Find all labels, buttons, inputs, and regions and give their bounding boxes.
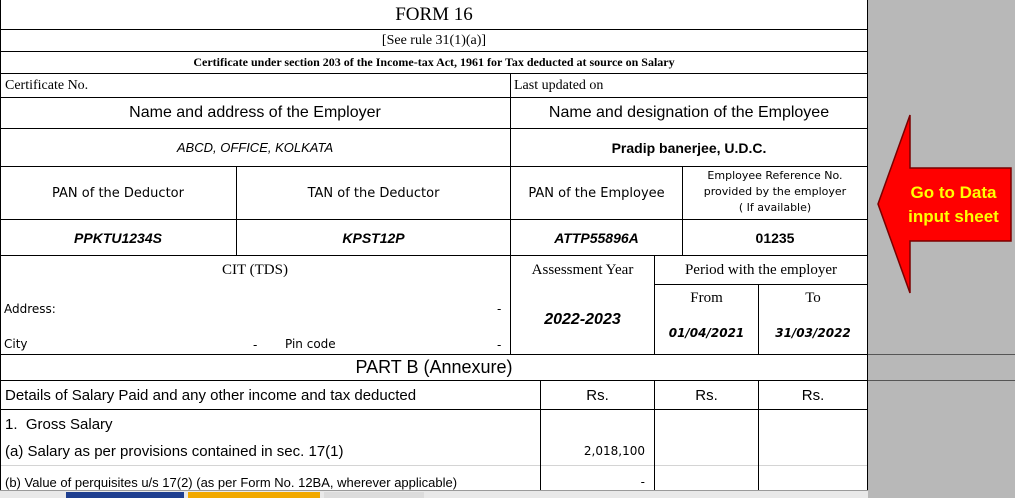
pan-employee-label: PAN of the Employee [528, 185, 665, 201]
emp-ref-line1: Employee Reference No. [707, 169, 843, 182]
city-label: City [4, 337, 28, 351]
address-value: - [497, 302, 502, 316]
city-value: - [253, 338, 258, 352]
sheet-tab-2[interactable] [188, 492, 320, 498]
rs-column-1: Rs. [586, 386, 609, 404]
address-label: Address: [4, 302, 56, 316]
assessment-year-value: 2022-2023 [544, 310, 621, 328]
employer-value: ABCD, OFFICE, KOLKATA [176, 140, 334, 155]
certificate-text: Certificate under section 203 of the Income-tax Act, 1961 for Tax deducted at source on Salary [193, 55, 675, 69]
form-title: FORM 16 [395, 3, 473, 25]
pan-employee-value: ATTP55896A [554, 229, 639, 246]
pan-deductor-label: PAN of the Deductor [52, 185, 184, 201]
form-rule: [See rule 31(1)(a)] [381, 32, 487, 48]
cit-label: CIT (TDS) [222, 261, 288, 278]
period-to-label: To [805, 289, 821, 306]
rs-column-3: Rs. [801, 386, 825, 404]
perquisites-label: (b) Value of perquisites u/s 17(2) (as per Form No. 12BA, wherever applicable) [5, 475, 458, 490]
tan-deductor-value: KPST12P [342, 229, 405, 246]
period-from-label: From [690, 289, 723, 306]
salary-17-1-label: (a) Salary as per provisions contained in sec. 17(1) [5, 443, 344, 460]
assessment-year-label: Assessment Year [531, 261, 634, 278]
period-to-value: 31/03/2022 [775, 326, 851, 340]
left-arrow-icon [876, 113, 1014, 295]
callout-text-line1: Go to Data [910, 183, 997, 202]
tan-deductor-label: TAN of the Deductor [307, 185, 440, 201]
last-updated-label: Last updated on [514, 77, 604, 93]
callout-text-line2: input sheet [908, 207, 999, 226]
emp-ref-line3: ( If available) [738, 201, 812, 214]
certificate-no-label: Certificate No. [5, 77, 89, 93]
go-to-data-input-button[interactable] [876, 113, 1014, 295]
pan-deductor-value: PPKTU1234S [74, 229, 162, 246]
details-label: Details of Salary Paid and any other income and tax deducted [5, 386, 417, 404]
salary-17-1-value: 2,018,100 [583, 444, 645, 458]
emp-ref-line2: provided by the employer [703, 185, 847, 198]
gross-salary-label: 1. Gross Salary [5, 416, 113, 433]
sheet-tab-1[interactable] [66, 492, 184, 498]
pin-code-value: - [497, 338, 502, 352]
perquisites-value: - [640, 475, 645, 489]
employee-reference-label [683, 168, 867, 218]
period-label: Period with the employer [684, 261, 838, 278]
part-b-title: PART B (Annexure) [355, 357, 513, 377]
employer-heading: Name and address of the Employer [129, 104, 381, 121]
period-from-value: 01/04/2021 [668, 326, 745, 340]
emp-ref-value: 01235 [755, 229, 795, 246]
rs-column-2: Rs. [695, 386, 718, 404]
employee-heading: Name and designation of the Employee [548, 104, 830, 121]
pin-code-label: Pin code [285, 337, 336, 351]
sheet-tab-3[interactable] [324, 492, 424, 498]
employee-value: Pradip banerjee, U.D.C. [611, 139, 767, 156]
